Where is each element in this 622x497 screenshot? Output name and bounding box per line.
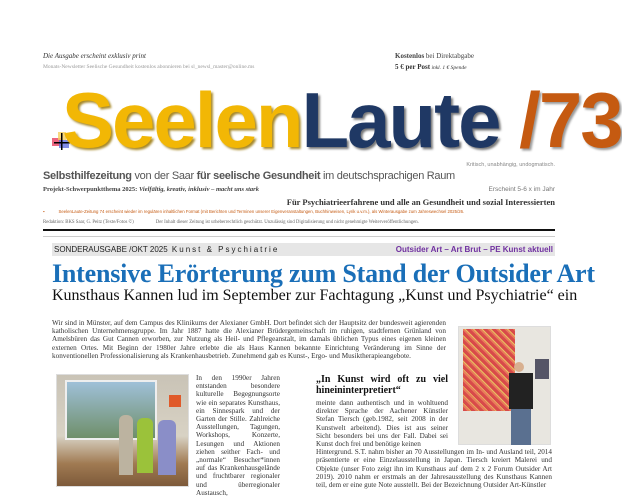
- editorial-line: [43, 220, 555, 225]
- poster: [535, 359, 549, 379]
- column-1: In den 1990er Jahren entstanden besondere kulturelle Begegnungsorte wie ein separates Kunsthaus, ein Sinnespark und der Garten der Stille. Zahlreiche Ausstellungen, Tagungen, Workshops, Konzerte, Lesungen und Aktionen ziehen seither Fach- und „normale“ Besucher*innen auf das Krankenhausgelände und fruchtbarer regionaler und überregionaler Austausch,: [196, 374, 280, 497]
- edition-bar: [52, 243, 555, 256]
- photo-artist: [458, 326, 551, 445]
- price-post: [395, 63, 467, 72]
- tagline-c: für seelische Gesundheit: [196, 170, 321, 182]
- subheadline: Kunsthaus Kannen lud im September zur Fachtagung „Kunst und Psychiatrie“ ein: [52, 287, 578, 304]
- project-bold: Projekt-Schwerpunktthema 2025:: [43, 186, 139, 193]
- tagline: [43, 170, 455, 183]
- motto: Kritisch, unabhängig, undogmatisch.: [466, 162, 555, 168]
- bullet-icon: ▪: [43, 209, 45, 214]
- notice-text: SeelenLaute-Zeitung 74 erscheint wieder im regulären inhaltlichen Format (mit Berichten und Terminen unserer Eigenveranstaltungen, Buchhinweisen, Lyrik u.v.m.), als Winterausgabe zum Jahreswechsel 2025/26.: [58, 209, 465, 214]
- masthead-logo: [62, 76, 622, 164]
- edition-tagline: Outsider Art – Art Brut – PE Kunst aktuell: [395, 245, 553, 254]
- tagline-d: im deutschsprachigen Raum: [320, 170, 455, 182]
- artist-head: [514, 362, 524, 372]
- edition-topic: Kunst & Psychiatrie: [171, 245, 280, 254]
- audience: Für Psychiatrieerfahrene und alle an Gesundheit und sozial Interessierten: [286, 197, 555, 207]
- column-2b: Hintergrund. S.T. nahm bisher an 70 Ausstellungen im In- und Ausland teil, 2014 präsentierte er eine Einzelausstellung in Japan. Tiersch kreiert Malerei und Objekte (unser Foto zeigt ihn im Kunsthaus auf dem 2 x 2 Forum Outsider Art 2019). 2010 nahm er erstmals an der Jahresausstellung des Kunsthaus Kannen teil, dem er eine gute Note ausstellt. Bei der Bezeichnung Outsider Art-Künstler: [316, 448, 552, 490]
- headline: Intensive Erörterung zum Stand der Outsider Art: [52, 259, 595, 288]
- notice: [43, 209, 555, 214]
- logo-issue-number: /73: [499, 76, 622, 164]
- price-post-bold: 5 € per Post: [395, 63, 431, 71]
- person: [119, 415, 133, 475]
- price-post-rest: inkl. 1 € Spende: [430, 65, 467, 71]
- painting: [463, 329, 515, 411]
- editorial: Redaktion: BKS Saar, G. Peitz (Texte/Fotos ©): [43, 220, 134, 225]
- painting: [169, 395, 181, 407]
- price-free-bold: Kostenlos: [395, 52, 425, 60]
- edition-label: SONDERAUSGABE /OKT 2025: [54, 245, 168, 254]
- person: [137, 418, 153, 473]
- copyright: Der Inhalt dieser Zeitung ist urheberrechtlich geschützt. Unzulässig sind Digitalisierung und nicht genehmigte Weiterveröffentlichungen.: [155, 220, 419, 225]
- logo-laute: Laute: [301, 76, 500, 164]
- person: [158, 420, 176, 475]
- logo-seelen: Seelen: [62, 76, 302, 164]
- project-theme: [43, 186, 259, 194]
- divider-thick: [43, 229, 555, 231]
- artist-jeans: [511, 409, 531, 445]
- newsletter-note: Monats-Newsletter Seelische Gesundheit kostenlos abonnieren bei sl_newsl_master@online.ms: [43, 64, 255, 70]
- photo-conference: [56, 374, 189, 487]
- article-intro: Wir sind in Münster, auf dem Campus des Klinikums der Alexianer GmbH. Dort befindet sich der Hauptsitz der bundesweit agierenden katholischen Unternehmensgruppe. Im Jahr 1887 hatte die Alexianer Brüdergemeinschaft im ruhigen, stadtfernen Grünland von Amelsbüren das Gut Cannen erworben, zur Nutzung als Heil- und Pflegeanstalt, im damals üblichen Typus eines eigenen kleinen externen Ortes. Mit Beginn der 1980er Jahre erlebte die als Haus Kannen bekannte Einrichtung Veränderung im Sinne der konventionellen Professionalisierung als Krankenhausbetrieb. Zunehmend gab es Kunst-, Ergo- und Musiktherapieangebote.: [52, 319, 446, 360]
- divider-thin: [43, 236, 555, 237]
- tagline-a: Selbsthilfezeitung: [43, 170, 132, 182]
- project-italic: Vielfältig, kreativ, inklusiv – macht uns stark: [138, 186, 259, 193]
- price-free-rest: bei Direktabgabe: [424, 52, 474, 60]
- column-2a: meinte dann authentisch und in wohltuend direkter Sprache der Aachener Künstler Stefan Tiersch (geb.1982, seit 2008 in der Kunstwelt arbeitend). Dies ist aus seiner Sicht besonders bei uns der Fall. Dabei sei Kunst doch frei und benötige keinen: [316, 399, 448, 449]
- print-note: Die Ausgabe erscheint exklusiv print: [43, 52, 146, 60]
- artist-shirt: [509, 373, 533, 409]
- tagline-b: von der Saar: [131, 170, 197, 182]
- quote-heading: „In Kunst wird oft zu viel hineininterpretiert“: [316, 374, 448, 396]
- frequency: Erscheint 5-6 x im Jahr: [488, 186, 555, 193]
- price-free: [395, 52, 474, 60]
